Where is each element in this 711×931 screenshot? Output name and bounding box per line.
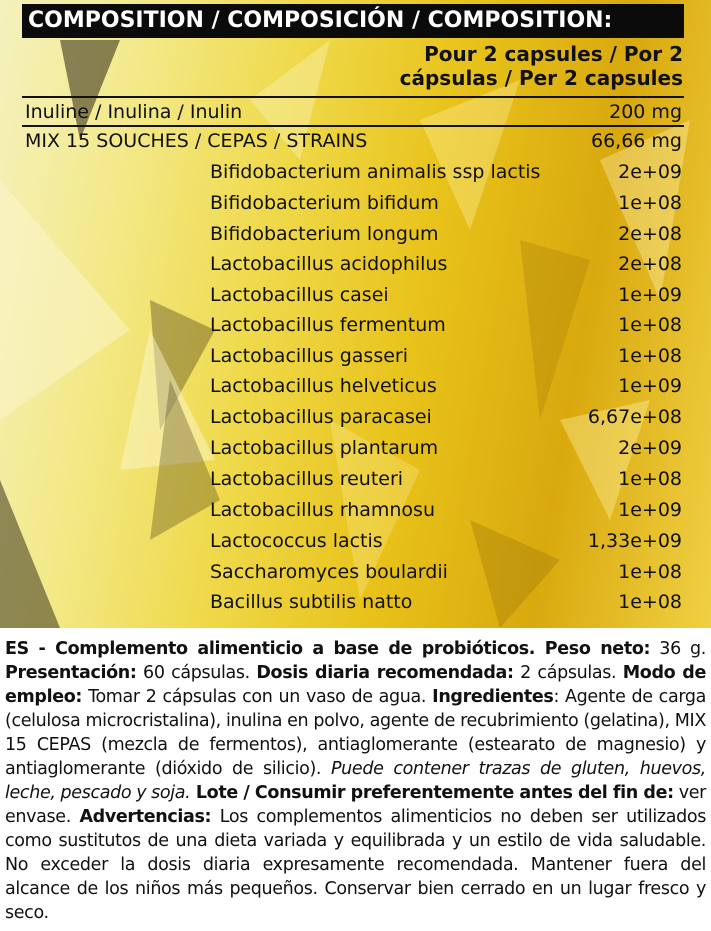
- strain-amount: 1e+09: [618, 375, 682, 397]
- strain-row: [22, 341, 684, 371]
- composition-title: COMPOSITION / COMPOSICIÓN / COMPOSITION:: [22, 4, 684, 38]
- strain-amount: 1,33e+09: [587, 530, 682, 552]
- strain-amount: 2e+08: [618, 223, 682, 245]
- warnings-label: Advertencias:: [79, 807, 212, 827]
- inulin-row: [22, 97, 684, 127]
- strain-row: [22, 402, 684, 432]
- strain-row: [22, 433, 684, 463]
- strain-amount: 1e+08: [618, 468, 682, 490]
- strain-name: Lactobacillus fermentum: [210, 314, 446, 336]
- strain-name: Bifidobacterium longum: [210, 223, 439, 245]
- serving-size: [353, 42, 683, 90]
- strain-amount: 1e+09: [618, 499, 682, 521]
- strain-amount: 2e+08: [618, 253, 682, 275]
- ingredient-amount: 200 mg: [609, 101, 682, 123]
- strain-row: [22, 157, 684, 187]
- strain-amount: 1e+08: [618, 591, 682, 613]
- strain-row: [22, 188, 684, 218]
- mix-row: [22, 126, 684, 156]
- strain-amount: 1e+08: [618, 314, 682, 336]
- strain-name: Bacillus subtilis natto: [210, 591, 413, 613]
- strain-row: [22, 526, 684, 556]
- usage-label: Modo de empleo:: [5, 663, 707, 707]
- strain-name: Lactococcus lactis: [210, 530, 383, 552]
- presentation-value: 60 cápsulas.: [136, 663, 257, 683]
- ingredients-value: : Agente de carga (celulosa microcristalina), inulina en polvo, agente de recubrimiento (gelatina), MIX 15 CEPAS (mezcla de fermentos), antiaglomerante (estearato de magnesio) y antiaglomerante (dióxido de silicio).: [5, 687, 706, 779]
- strain-row: [22, 310, 684, 340]
- serving-line-1: Pour 2 capsules / Por 2: [424, 42, 683, 66]
- strain-row: [22, 219, 684, 249]
- es-label: ES - Complemento alimenticio a base de probióticos. Peso neto:: [5, 639, 651, 659]
- net-weight: 36 g.: [650, 639, 706, 659]
- strain-name: Bifidobacterium bifidum: [210, 192, 439, 214]
- strain-amount: 1e+08: [618, 561, 682, 583]
- strain-amount: 2e+09: [618, 437, 682, 459]
- strain-name: Bifidobacterium animalis ssp lactis: [210, 161, 541, 183]
- strain-amount: 1e+08: [618, 192, 682, 214]
- strain-name: Lactobacillus reuteri: [210, 468, 404, 490]
- strain-amount: 1e+09: [618, 284, 682, 306]
- strain-row: [22, 495, 684, 525]
- warnings-value: Los complementos alimenticios no deben ser utilizados como sustitutos de una dieta variada y equilibrada y un estilo de vida saludable. No exceder la dosis diaria expresamente recomendada. Mantener fuera del alcance de los niños más pequeños. Conservar bien cerrado en un lugar fresco y seco.: [5, 807, 706, 923]
- strain-row: [22, 371, 684, 401]
- strain-name: Lactobacillus casei: [210, 284, 389, 306]
- allergen-traces: Puede contener trazas de gluten, huevos, leche, pescado y soja.: [5, 759, 706, 803]
- strain-row: [22, 464, 684, 494]
- strain-name: Lactobacillus paracasei: [210, 406, 432, 428]
- strain-row: [22, 557, 684, 587]
- dose-value: 2 cápsulas.: [513, 663, 623, 683]
- lot-label: Lote / Consumir preferentemente antes del fin de:: [190, 783, 674, 803]
- dose-label: Dosis diaria recomendada:: [256, 663, 514, 683]
- strain-name: Lactobacillus helveticus: [210, 375, 437, 397]
- presentation-label: Presentación:: [5, 663, 137, 683]
- info-paragraph: [0, 634, 711, 925]
- strain-row: [22, 587, 684, 617]
- serving-line-2: cápsulas / Per 2 capsules: [399, 66, 683, 90]
- ingredient-name: Inuline / Inulina / Inulin: [25, 101, 243, 123]
- strain-name: Lactobacillus rhamnosu: [210, 499, 435, 521]
- strain-amount: 6,67e+08: [587, 406, 682, 428]
- usage-value: Tomar 2 cápsulas con un vaso de agua.: [82, 687, 433, 707]
- strain-name: Lactobacillus plantarum: [210, 437, 439, 459]
- strain-name: Saccharomyces boulardii: [210, 561, 448, 583]
- strain-amount: 2e+09: [618, 161, 682, 183]
- ingredient-name: MIX 15 SOUCHES / CEPAS / STRAINS: [25, 130, 368, 152]
- ingredient-amount: 66,66 mg: [590, 130, 682, 152]
- ingredients-label: Ingredientes: [432, 687, 554, 707]
- lot-value: ver envase.: [5, 783, 706, 827]
- product-information: [0, 634, 711, 931]
- strain-row: [22, 280, 684, 310]
- strain-name: Lactobacillus gasseri: [210, 345, 408, 367]
- strain-amount: 1e+08: [618, 345, 682, 367]
- strain-name: Lactobacillus acidophilus: [210, 253, 448, 275]
- strain-row: [22, 249, 684, 279]
